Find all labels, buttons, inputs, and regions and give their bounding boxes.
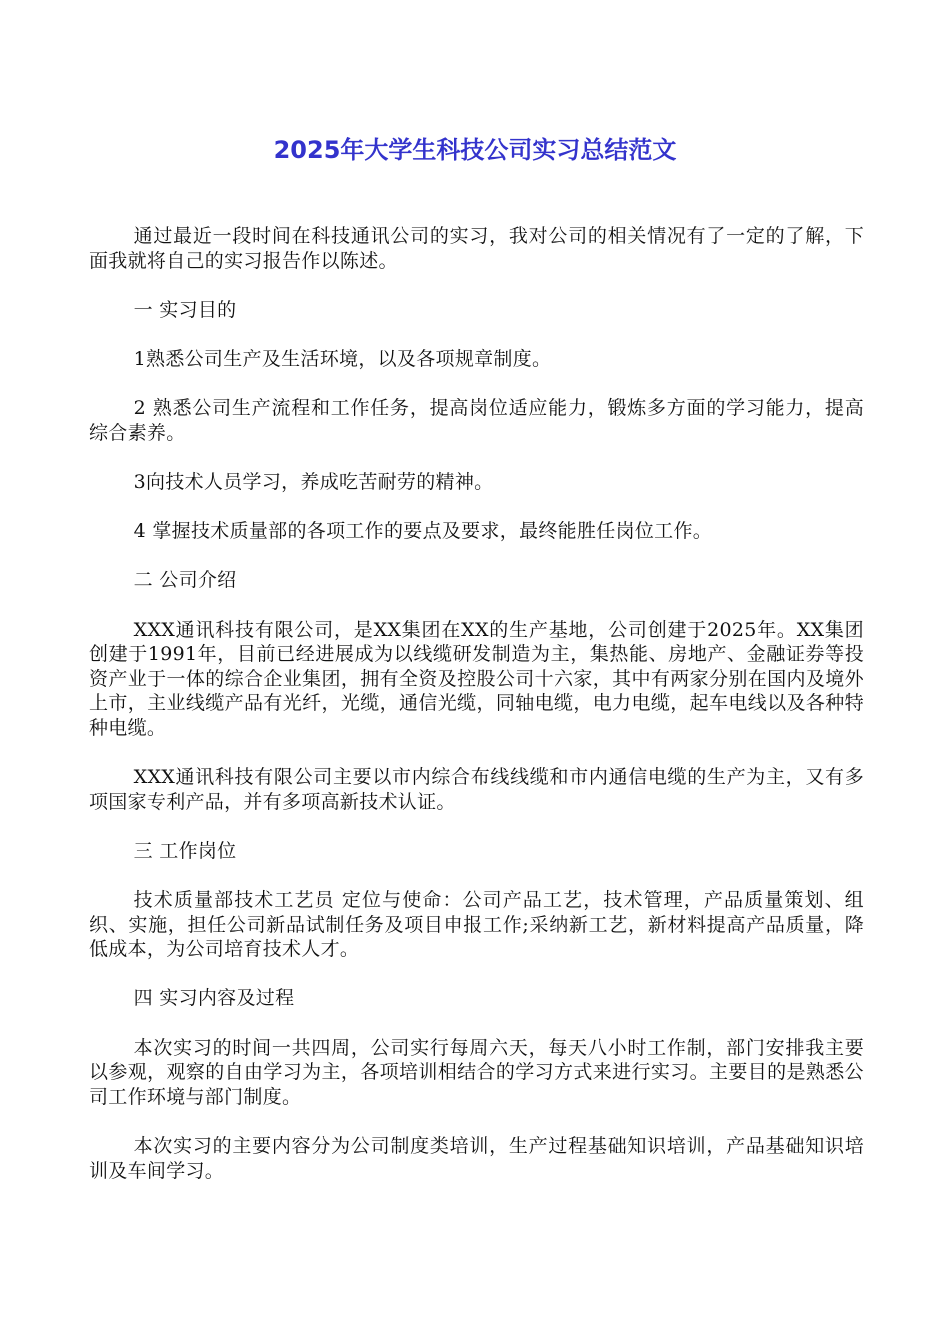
intro-paragraph: 通过最近一段时间在科技通讯公司的实习，我对公司的相关情况有了一定的了解，下面我就将自己的实习报告作以陈述。 [89,225,864,272]
process-paragraph-1: 本次实习的时间一共四周，公司实行每周六天，每天八小时工作制，部门安排我主要以参观，观察的自由学习为主，各项培训相结合的学习方式来进行实习。主要目的是熟悉公司工作环境与部门制度。 [89,1036,864,1108]
company-paragraph-1: XXX通讯科技有限公司，是XX集团在XX的生产基地，公司创建于2025年。XX集团创建于1991年，目前已经进展成为以线缆研发制造为主，集热能、房地产、金融证券等投资产业于一体的综合企业集团，拥有全资及控股公司十六家，其中有两家分别在国内及境外上市，主业线缆产品有光纤，光缆，通信光缆，同轴电缆，电力电缆，起车电线以及各种特种电缆。 [89,618,864,739]
section-heading-purpose: 一 实习目的 [133,298,237,321]
list-item-purpose-2: 2 熟悉公司生产流程和工作任务，提高岗位适应能力，锻炼多方面的学习能力，提高综合素养。 [89,397,864,444]
list-item-purpose-1: 1熟悉公司生产及生活环境，以及各项规章制度。 [133,347,552,370]
list-item-purpose-4: 4 掌握技术质量部的各项工作的要点及要求，最终能胜任岗位工作。 [133,520,713,543]
process-paragraph-2: 本次实习的主要内容分为公司制度类培训，生产过程基础知识培训，产品基础知识培训及车间学习。 [89,1134,864,1182]
section-heading-position: 三 工作岗位 [133,839,237,862]
document-title: 2025年大学生科技公司实习总结范文 [273,136,677,164]
list-item-purpose-3: 3向技术人员学习，养成吃苦耐劳的精神。 [133,470,494,493]
section-heading-process: 四 实习内容及过程 [133,987,295,1010]
section-heading-company: 二 公司介绍 [133,569,237,592]
document-body [89,224,864,1208]
position-paragraph: 技术质量部技术工艺员 定位与使命：公司产品工艺，技术管理，产品质量策划、组织、实施，担任公司新品试制任务及项目申报工作;采纳新工艺，新材料提高产品质量，降低成本，为公司培育技术人才。 [89,889,864,961]
company-paragraph-2: XXX通讯科技有限公司主要以市内综合布线线缆和市内通信电缆的生产为主，又有多项国家专利产品，并有多项高新技术认证。 [89,766,864,813]
